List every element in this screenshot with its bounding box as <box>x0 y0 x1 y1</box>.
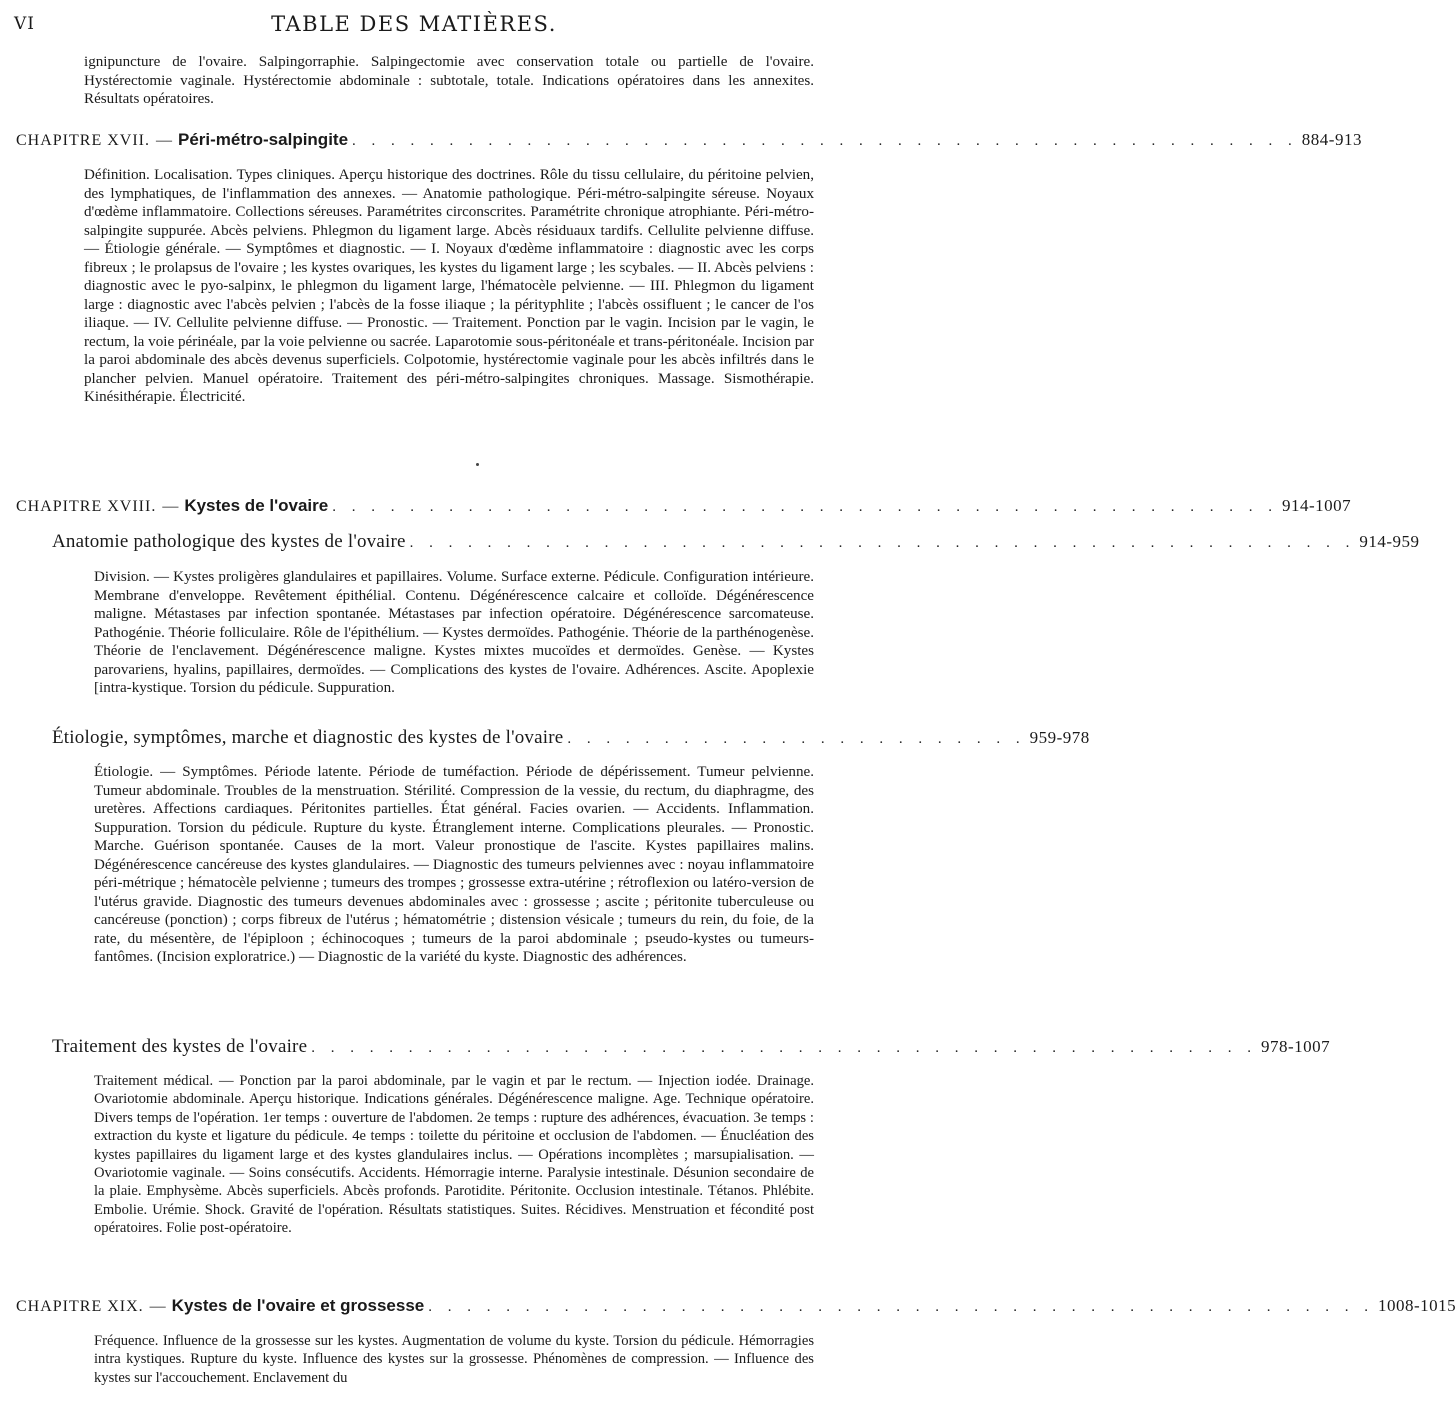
chapter-dash: — <box>156 132 172 149</box>
print-speck <box>476 463 479 466</box>
chapter-title: Kystes de l'ovaire <box>184 496 329 515</box>
section-anatomie-heading <box>52 531 1420 555</box>
section-pages: 978-1007 <box>1260 1037 1331 1056</box>
chapter-title: Péri-métro-salpingite <box>178 130 349 149</box>
running-head <box>14 8 814 42</box>
chapter-pages: 884-913 <box>1301 130 1362 149</box>
chapter-label: CHAPITRE XVIII. <box>16 498 157 515</box>
section-pages: 959-978 <box>1029 728 1090 747</box>
section-title: Étiologie, symptômes, marche et diagnostic des kystes de l'ovaire <box>52 727 564 748</box>
dot-leader: . . . . . . . . . . . . . . . . . . . . . . . . . . . . . . . . . . . . . . . . . . . . . . . . . <box>409 535 1356 551</box>
dot-leader: . . . . . . . . . . . . . . . . . . . . . . . . . . . . . . . . . . . . . . . . . . . . . . . . . <box>332 499 1278 515</box>
chapter-pages: 1008-1015 <box>1378 1296 1456 1315</box>
section-pages: 914-959 <box>1359 532 1420 551</box>
dot-leader: . . . . . . . . . . . . . . . . . . . . . . . . . . . . . . . . . . . . . . . . . . . . . . . . . <box>352 133 1298 149</box>
section-traitement-heading <box>52 1036 1331 1060</box>
chapter-label: CHAPITRE XIX. <box>16 1298 144 1315</box>
section-title: Traitement des kystes de l'ovaire <box>52 1036 308 1057</box>
chapter-dash: — <box>149 1298 166 1315</box>
chapter-xvii-heading <box>16 130 1362 154</box>
page-title: TABLE DES MATIÈRES. <box>271 12 557 36</box>
intro-paragraph: ignipuncture de l'ovaire. Salpingorraphie. Salpingectomie avec conservation totale ou partielle de l'ovaire. Hystérectomie vaginale. Hystérectomie abdominale : subtotale, totale. Indications opératoires dans les annexites. Résultats opératoires. <box>84 54 814 107</box>
section-etiologie-summary: Étiologie. — Symptômes. Période latente. Période de tuméfaction. Période de dépérissement. Tumeur pelvienne. Tumeur abdominale. Troubles de la menstruation. Stérilité. Compression de la vessie, du rectum, du diaphragme, des uretères. Affections cardiaques. Péritonites partielles. État général. Facies ovarien. — Accidents. Inflammation. Suppuration. Torsion du pédicule. Rupture du kyste. Étranglement interne. Complications pleurales. — Pronostic. Marche. Guérison spontanée. Causes de la mort. Valeur pronostique de l'ascite. Kystes papillaires malins. Dégénérescence cancéreuse des kystes glandulaires. — Diagnostic des tumeurs pelviennes avec : noyau inflammatoire péri-métrique ; hématocèle pelvienne ; tumeurs des trompes ; grossesse extra-utérine ; rétroflexion ou latéro-version de l'utérus gravide. Diagnostic des tumeurs devenues abdominales avec : grossesse ; ascite ; péritonite tuberculeuse ou cancéreuse (ponction) ; corps fibreux de l'utérus ; hématométrie ; distension vésicale ; tumeurs du rein, du foie, de la rate, du mésentère, de l'épiploon ; échinocoques ; tumeurs de la paroi abdominale ; pseudo-kystes ou tumeurs-fantômes. (Incision exploratrice.) — Diagnostic de la variété du kyste. Diagnostic des adhérences. <box>94 764 814 965</box>
section-title: Anatomie pathologique des kystes de l'ovaire <box>52 531 406 552</box>
section-traitement-summary: Traitement médical. — Ponction par la paroi abdominale, par le vagin et par le rectum. — Injection iodée. Drainage. Ovariotomie abdominale. Aperçu historique. Indications générales. Dégénérescence maligne. Age. Technique opératoire. Divers temps de l'opération. 1er temps : ouverture de l'abdomen. 2e temps : rupture des adhérences, évacuation. 3e temps : extraction du kyste et ligature du pédicule. 4e temps : toilette du péritoine et occlusion de l'abdomen. — Énucléation des kystes papillaires du ligament large et des kystes glandulaires inclus. — Opérations incomplètes ; marsupialisation. — Ovariotomie vaginale. — Soins consécutifs. Accidents. Hémorragie interne. Paralysie intestinale. Désunion secondaire de la plaie. Emphysème. Abcès superficiels. Abcès profonds. Parotidite. Péritonite. Occlusion intestinale. Tétanos. Phlébite. Embolie. Urémie. Shock. Gravité de l'opération. Résultats statistiques. Suites. Récidives. Menstruation et fécondité post opératoires. Folie post-opératoire. <box>94 1073 814 1237</box>
section-anatomie-summary: Division. — Kystes proligères glandulaires et papillaires. Volume. Surface externe. Pédicule. Configuration intérieure. Membrane d'enveloppe. Revêtement épithélial. Contenu. Dégénérescence calcaire et colloïde. Dégénérescence maligne. Métastases par infection spontanée. Métastases par infection opératoire. Dégénérescence sarcomateuse. Pathogénie. Théorie folliculaire. Rôle de l'épithélium. — Kystes dermoïdes. Pathogénie. Théorie de la parthénogenèse. Théorie de l'enclavement. Dégénérescence maligne. Kystes mixtes mucoïdes et dermoïdes. Genèse. — Kystes parovariens, hyalins, papillaires, dermoïdes. — Complications des kystes de l'ovaire. Adhérences. Ascite. Apoplexie [intra-kystique. Torsion du pédicule. Suppuration. <box>94 569 814 696</box>
section-etiologie-heading <box>52 727 1090 751</box>
chapter-pages: 914-1007 <box>1281 496 1352 515</box>
chapter-title: Kystes de l'ovaire et grossesse <box>171 1296 425 1315</box>
chapter-xix-summary: Fréquence. Influence de la grossesse sur les kystes. Augmentation de volume du kyste. Torsion du pédicule. Hémorragies intra kystiques. Rupture du kyste. Influence des kystes sur la grossesse. Phénomènes de compression. — Influence des kystes sur l'accouchement. Enclavement du <box>94 1333 814 1386</box>
dot-leader: . . . . . . . . . . . . . . . . . . . . . . . . . . . . . . . . . . . . . . . . . . . . . . . . . <box>428 1299 1374 1315</box>
chapter-dash: — <box>162 498 179 515</box>
chapter-xviii-heading <box>16 496 1352 520</box>
chapter-label: CHAPITRE XVII. <box>16 132 150 149</box>
page-number: VI <box>14 14 35 34</box>
chapter-xvii-summary: Définition. Localisation. Types cliniques. Aperçu historique des doctrines. Rôle du tissu cellulaire, du péritoine pelvien, des lymphatiques, de l'inflammation des annexes. — Anatomie pathologique. Péri-métro-salpingite séreuse. Noyaux d'œdème inflammatoire. Collections séreuses. Paramétrites circonscrites. Paramétrite chronique atrophiante. Péri-métro-salpingite suppurée. Abcès pelviens. Phlegmon du ligament large. Abcès résiduaux tardifs. Cellulite pelvienne diffuse. — Étiologie générale. — Symptômes et diagnostic. — I. Noyaux d'œdème inflammatoire : diagnostic avec les corps fibreux ; le prolapsus de l'ovaire ; les kystes ovariques, les kystes du ligament large ; les scybales. — II. Abcès pelviens : diagnostic avec le pyo-salpinx, le phlegmon du ligament large, l'hématocèle pelvienne. — III. Phlegmon du ligament large : diagnostic avec l'abcès pelvien ; l'abcès de la fosse iliaque ; la pérityphlite ; l'abcès ossifluent ; le cancer de l'os iliaque. — IV. Cellulite pelvienne diffuse. — Pronostic. — Traitement. Ponction par le vagin. Incision par le vagin, le rectum, la voie périnéale, par la voie pelvienne ou sacrée. Laparotomie sous-péritonéale et trans-péritonéale. Incision par la paroi abdominale des abcès devenus superficiels. Colpotomie, hystérectomie vaginale pour les abcès infiltrés dans le plancher pelvien. Manuel opératoire. Traitement des péri-métro-salpingites chroniques. Massage. Sismothérapie. Kinésithérapie. Électricité. <box>84 167 814 405</box>
chapter-xix-heading <box>16 1296 1456 1320</box>
dot-leader: . . . . . . . . . . . . . . . . . . . . . . . . <box>567 731 1026 747</box>
dot-leader: . . . . . . . . . . . . . . . . . . . . . . . . . . . . . . . . . . . . . . . . . . . . . . . . . <box>311 1040 1257 1056</box>
